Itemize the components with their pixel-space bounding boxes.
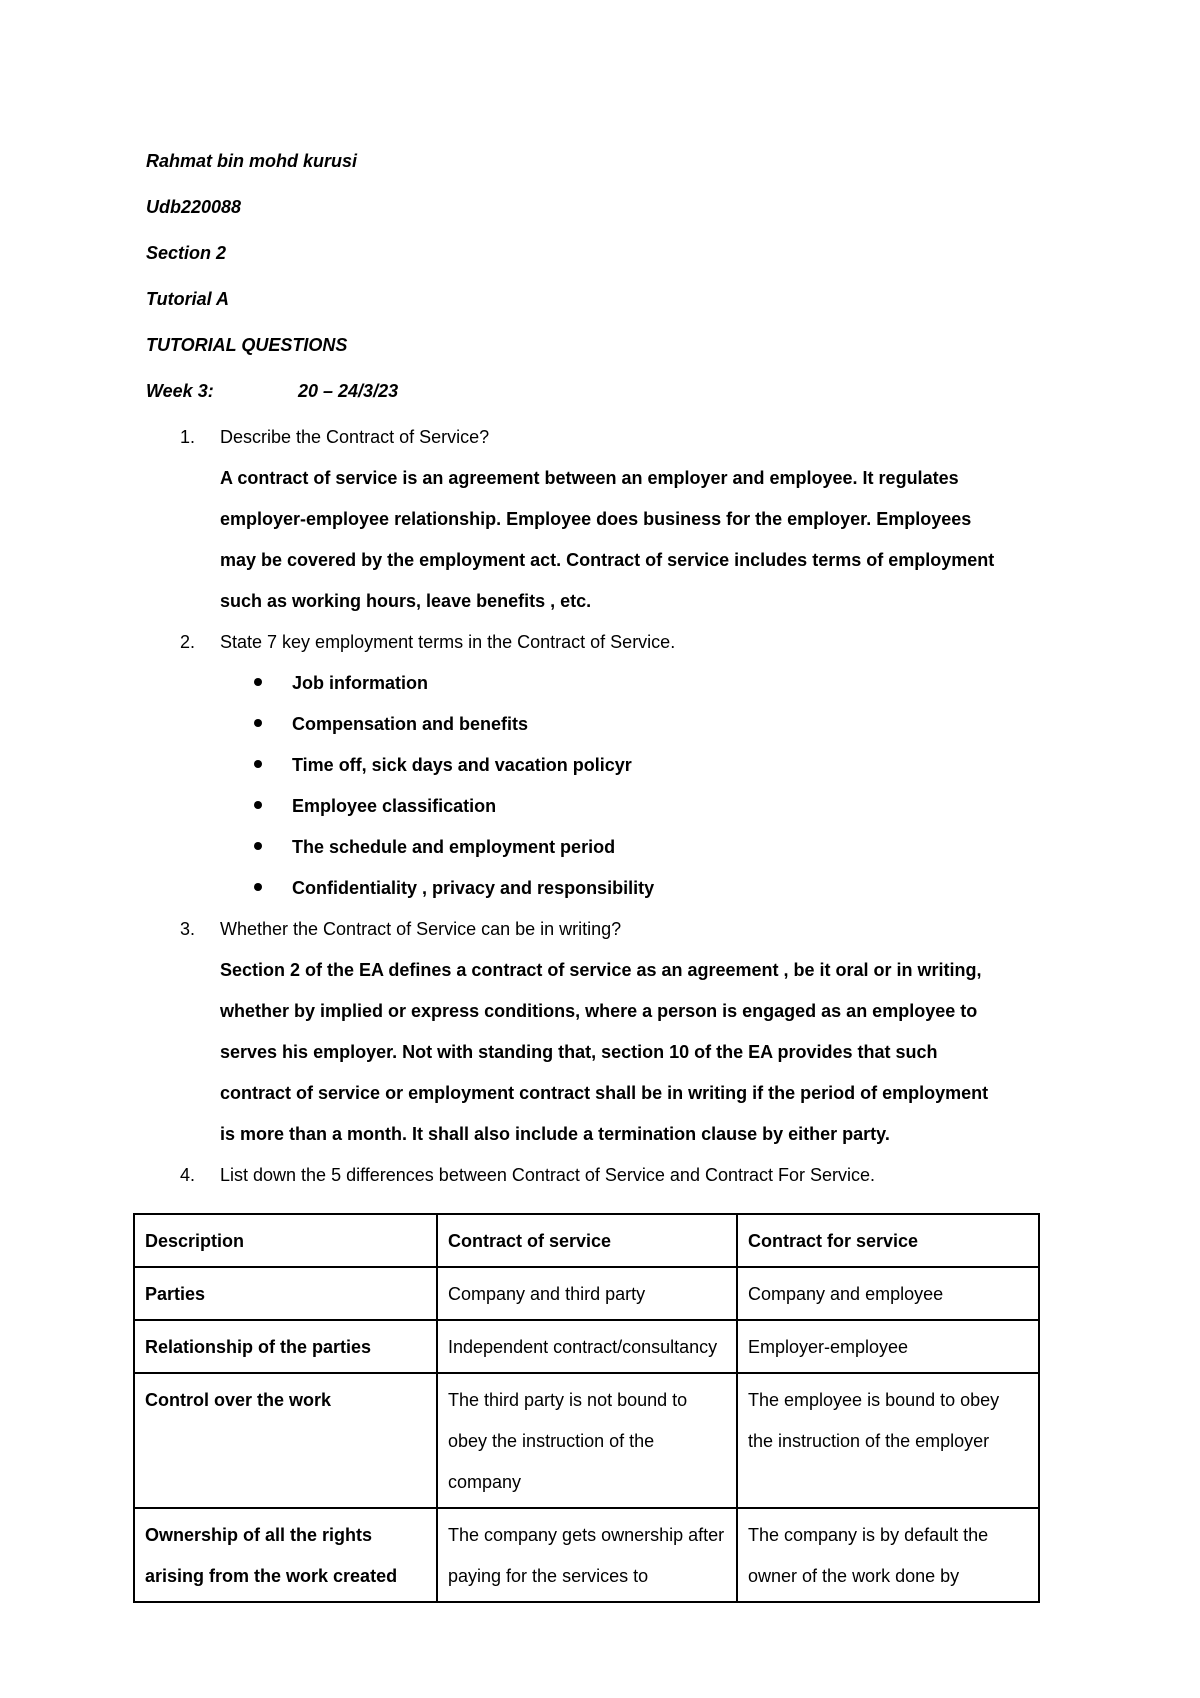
table-row xyxy=(134,1508,1039,1602)
table-cell: Company and employee xyxy=(737,1267,1039,1320)
answer-line: contract of service or employment contract shall be in writing if the period of employment xyxy=(220,1083,989,1103)
table-cell: The third party is not bound to obey the instruction of the company xyxy=(437,1373,737,1508)
table-cell-wrapper xyxy=(437,1508,737,1602)
question-text: List down the 5 differences between Contract of Service and Contract For Service. xyxy=(220,1165,876,1185)
answer-line: serves his employer. Not with standing that, section 10 of the EA provides that such xyxy=(220,1042,938,1062)
answer-line: is more than a month. It shall also include a termination clause by either party. xyxy=(220,1124,890,1144)
bullet-icon xyxy=(254,801,262,809)
table-cell: Parties xyxy=(134,1267,437,1320)
table-cell: Independent contract/consultancy xyxy=(437,1320,737,1373)
table-header-row xyxy=(134,1214,1039,1267)
week-dates: 20 – 24/3/23 xyxy=(298,381,399,401)
table-row xyxy=(134,1267,1039,1320)
tutorial-label: Tutorial A xyxy=(146,289,230,309)
table-cell: Control over the work xyxy=(134,1373,437,1508)
table-cell: Ownership of all the rights arising from the work created xyxy=(145,1525,398,1586)
table-cell-wrapper xyxy=(737,1508,1039,1602)
answer-line: Section 2 of the EA defines a contract of service as an agreement , be it oral or in writing, xyxy=(220,960,982,980)
table-cell: Employer-employee xyxy=(737,1320,1039,1373)
list-item: The schedule and employment period xyxy=(292,837,616,857)
week-label: Week 3: xyxy=(146,381,214,401)
table-cell: The company gets ownership after paying for the services to xyxy=(448,1525,725,1586)
section-label: Section 2 xyxy=(146,243,227,263)
question-text: Whether the Contract of Service can be in writing? xyxy=(220,919,622,939)
table-cell: The company is by default the owner of the work done by xyxy=(748,1525,989,1586)
table-cell-wrapper xyxy=(134,1508,437,1602)
question-number: 3. xyxy=(180,919,196,939)
comparison-table xyxy=(133,1213,1040,1603)
list-item: Confidentiality , privacy and responsibility xyxy=(292,878,655,898)
table-header-cell: Contract of service xyxy=(437,1214,737,1267)
bullet-icon xyxy=(254,719,262,727)
table-row xyxy=(134,1320,1039,1373)
question-text: Describe the Contract of Service? xyxy=(220,427,490,447)
bullet-icon xyxy=(254,760,262,768)
list-item: Time off, sick days and vacation policyr xyxy=(292,755,632,775)
list-item: Employee classification xyxy=(292,796,497,816)
student-name: Rahmat bin mohd kurusi xyxy=(146,151,358,171)
list-item: Job information xyxy=(292,673,428,693)
list-item: Compensation and benefits xyxy=(292,714,529,734)
document-title: TUTORIAL QUESTIONS xyxy=(146,335,348,355)
answer-line: A contract of service is an agreement between an employer and employee. It regulates xyxy=(220,468,959,488)
question-number: 4. xyxy=(180,1165,196,1185)
table-cell: Relationship of the parties xyxy=(134,1320,437,1373)
table-header-cell: Description xyxy=(134,1214,437,1267)
answer-line: may be covered by the employment act. Contract of service includes terms of employment xyxy=(220,550,995,570)
table-header-cell: Contract for service xyxy=(737,1214,1039,1267)
answer-line: employer-employee relationship. Employee does business for the employer. Employees xyxy=(220,509,972,529)
table-cell: Company and third party xyxy=(437,1267,737,1320)
question-text: State 7 key employment terms in the Contract of Service. xyxy=(220,632,676,652)
bullet-icon xyxy=(254,883,262,891)
answer-line: such as working hours, leave benefits , etc. xyxy=(220,591,592,611)
table-row xyxy=(134,1373,1039,1508)
answer-line: whether by implied or express conditions, where a person is engaged as an employee to xyxy=(220,1001,978,1021)
bullet-icon xyxy=(254,678,262,686)
question-number: 2. xyxy=(180,632,196,652)
student-id: Udb220088 xyxy=(146,197,242,217)
bullet-icon xyxy=(254,842,262,850)
question-number: 1. xyxy=(180,427,196,447)
table-cell: The employee is bound to obey the instruction of the employer xyxy=(737,1373,1039,1508)
